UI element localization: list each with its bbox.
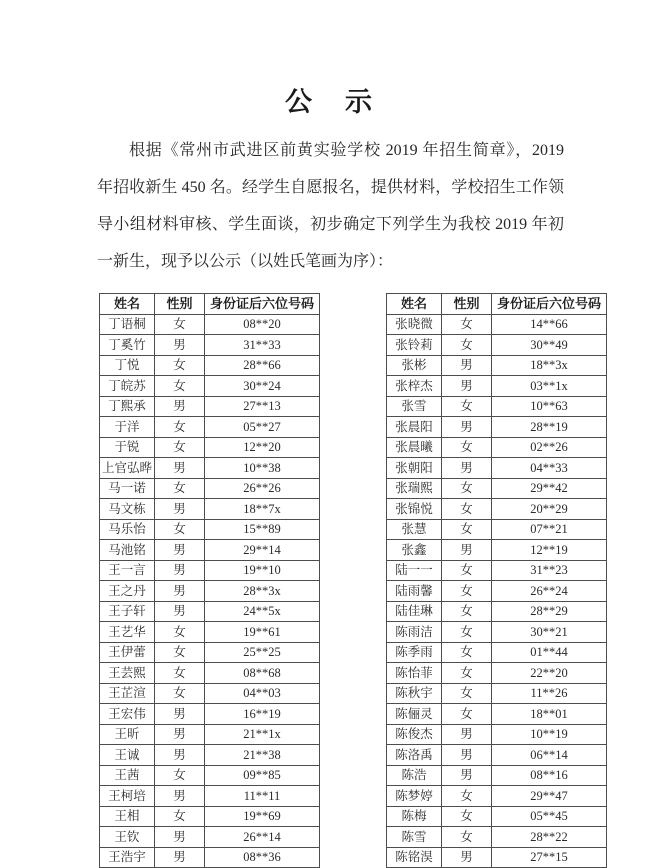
id-cell: 26**24 xyxy=(492,581,607,602)
gender-cell: 女 xyxy=(155,622,205,643)
gender-cell: 男 xyxy=(442,847,492,868)
gender-cell: 男 xyxy=(155,745,205,766)
name-cell: 丁语桐 xyxy=(100,314,155,335)
name-cell: 王茜 xyxy=(100,765,155,786)
id-cell: 26**26 xyxy=(205,478,320,499)
id-cell: 08**16 xyxy=(492,765,607,786)
gender-cell: 女 xyxy=(155,765,205,786)
gender-cell: 女 xyxy=(442,437,492,458)
name-cell: 马一诺 xyxy=(100,478,155,499)
column-header: 姓名 xyxy=(100,294,155,315)
student-row xyxy=(387,601,607,622)
name-cell: 张瑞熙 xyxy=(387,478,442,499)
column-header: 姓名 xyxy=(387,294,442,315)
id-cell: 28**22 xyxy=(492,827,607,848)
id-cell: 12**19 xyxy=(492,540,607,561)
gender-cell: 女 xyxy=(155,437,205,458)
gender-cell: 女 xyxy=(155,663,205,684)
name-cell: 王柯培 xyxy=(100,786,155,807)
id-cell: 29**42 xyxy=(492,478,607,499)
id-cell: 30**21 xyxy=(492,622,607,643)
id-cell: 30**49 xyxy=(492,335,607,356)
student-row xyxy=(387,478,607,499)
name-cell: 陈怡菲 xyxy=(387,663,442,684)
student-row xyxy=(387,540,607,561)
student-row xyxy=(387,724,607,745)
name-cell: 陈铭淏 xyxy=(387,847,442,868)
gender-cell: 男 xyxy=(155,581,205,602)
id-cell: 26**14 xyxy=(205,827,320,848)
roster-table-left xyxy=(99,293,320,868)
name-cell: 王艺华 xyxy=(100,622,155,643)
name-cell: 于洋 xyxy=(100,417,155,438)
id-cell: 19**69 xyxy=(205,806,320,827)
name-cell: 张朝阳 xyxy=(387,458,442,479)
name-cell: 张晨阳 xyxy=(387,417,442,438)
name-cell: 张慧 xyxy=(387,519,442,540)
gender-cell: 女 xyxy=(155,355,205,376)
name-cell: 王子轩 xyxy=(100,601,155,622)
name-cell: 上官弘晔 xyxy=(100,458,155,479)
id-cell: 29**14 xyxy=(205,540,320,561)
student-row xyxy=(100,622,320,643)
id-cell: 28**19 xyxy=(492,417,607,438)
student-row xyxy=(387,704,607,725)
student-row xyxy=(387,745,607,766)
id-cell: 30**24 xyxy=(205,376,320,397)
student-row xyxy=(100,704,320,725)
id-cell: 19**10 xyxy=(205,560,320,581)
gender-cell: 男 xyxy=(155,540,205,561)
gender-cell: 男 xyxy=(442,417,492,438)
student-row xyxy=(100,683,320,704)
student-row xyxy=(387,663,607,684)
gender-cell: 男 xyxy=(155,499,205,520)
name-cell: 王浩宇 xyxy=(100,847,155,868)
name-cell: 王钦 xyxy=(100,827,155,848)
name-cell: 王一言 xyxy=(100,560,155,581)
id-cell: 20**29 xyxy=(492,499,607,520)
name-cell: 陈梦婷 xyxy=(387,786,442,807)
student-row xyxy=(387,519,607,540)
name-cell: 王芸熙 xyxy=(100,663,155,684)
gender-cell: 男 xyxy=(442,540,492,561)
gender-cell: 男 xyxy=(155,704,205,725)
student-row xyxy=(387,335,607,356)
id-cell: 01**44 xyxy=(492,642,607,663)
id-cell: 02**26 xyxy=(492,437,607,458)
student-row xyxy=(100,765,320,786)
student-row xyxy=(100,335,320,356)
name-cell: 王诚 xyxy=(100,745,155,766)
name-cell: 丁皖苏 xyxy=(100,376,155,397)
gender-cell: 女 xyxy=(442,663,492,684)
name-cell: 马池铭 xyxy=(100,540,155,561)
gender-cell: 男 xyxy=(442,458,492,479)
gender-cell: 女 xyxy=(155,806,205,827)
student-row xyxy=(387,458,607,479)
student-row xyxy=(100,314,320,335)
student-row xyxy=(100,847,320,868)
id-cell: 31**23 xyxy=(492,560,607,581)
id-cell: 08**68 xyxy=(205,663,320,684)
id-cell: 12**20 xyxy=(205,437,320,458)
student-row xyxy=(387,806,607,827)
student-row xyxy=(100,396,320,417)
student-row xyxy=(100,745,320,766)
student-row xyxy=(100,376,320,397)
student-row xyxy=(100,540,320,561)
gender-cell: 女 xyxy=(155,683,205,704)
gender-cell: 女 xyxy=(442,683,492,704)
intro-paragraph: 根据《常州市武进区前黄实验学校 2019 年招生简章》，2019 年招收新生 450 名。经学生自愿报名，提供材料，学校招生工作领导小组材料审核、学生面谈，初步确定下列学生为我校 2019 年初一新生，现予以公示（以姓氏笔画为序）： xyxy=(97,142,564,270)
gender-cell: 男 xyxy=(155,827,205,848)
name-cell: 陆雨馨 xyxy=(387,581,442,602)
student-row xyxy=(387,314,607,335)
gender-cell: 女 xyxy=(442,806,492,827)
student-row xyxy=(100,663,320,684)
name-cell: 张铃莉 xyxy=(387,335,442,356)
gender-cell: 男 xyxy=(155,335,205,356)
column-header: 身份证后六位号码 xyxy=(205,294,320,315)
id-cell: 31**33 xyxy=(205,335,320,356)
gender-cell: 男 xyxy=(155,560,205,581)
name-cell: 陈梅 xyxy=(387,806,442,827)
gender-cell: 女 xyxy=(442,786,492,807)
gender-cell: 女 xyxy=(442,642,492,663)
id-cell: 28**29 xyxy=(492,601,607,622)
name-cell: 丁奚竹 xyxy=(100,335,155,356)
id-cell: 07**21 xyxy=(492,519,607,540)
gender-cell: 男 xyxy=(155,724,205,745)
name-cell: 陈季雨 xyxy=(387,642,442,663)
gender-cell: 女 xyxy=(155,478,205,499)
student-row xyxy=(387,765,607,786)
student-row xyxy=(387,847,607,868)
student-row xyxy=(387,622,607,643)
student-row xyxy=(100,581,320,602)
gender-cell: 女 xyxy=(442,560,492,581)
id-cell: 16**19 xyxy=(205,704,320,725)
student-row xyxy=(387,499,607,520)
student-row xyxy=(387,396,607,417)
student-row xyxy=(100,724,320,745)
id-cell: 18**3x xyxy=(492,355,607,376)
gender-cell: 女 xyxy=(442,601,492,622)
name-cell: 张晓微 xyxy=(387,314,442,335)
student-row xyxy=(100,355,320,376)
column-header: 性别 xyxy=(155,294,205,315)
id-cell: 21**1x xyxy=(205,724,320,745)
gender-cell: 男 xyxy=(442,376,492,397)
student-row xyxy=(387,827,607,848)
name-cell: 王芷渲 xyxy=(100,683,155,704)
header-row xyxy=(387,294,607,315)
id-cell: 04**33 xyxy=(492,458,607,479)
gender-cell: 女 xyxy=(442,622,492,643)
name-cell: 张鑫 xyxy=(387,540,442,561)
id-cell: 08**36 xyxy=(205,847,320,868)
gender-cell: 女 xyxy=(442,581,492,602)
name-cell: 王昕 xyxy=(100,724,155,745)
student-row xyxy=(100,827,320,848)
id-cell: 21**38 xyxy=(205,745,320,766)
student-row xyxy=(100,417,320,438)
id-cell: 28**66 xyxy=(205,355,320,376)
name-cell: 张晨曦 xyxy=(387,437,442,458)
name-cell: 丁熙承 xyxy=(100,396,155,417)
name-cell: 于锐 xyxy=(100,437,155,458)
name-cell: 王之丹 xyxy=(100,581,155,602)
student-row xyxy=(100,786,320,807)
gender-cell: 女 xyxy=(442,704,492,725)
gender-cell: 男 xyxy=(442,765,492,786)
id-cell: 18**7x xyxy=(205,499,320,520)
id-cell: 10**63 xyxy=(492,396,607,417)
gender-cell: 女 xyxy=(442,499,492,520)
name-cell: 张梓杰 xyxy=(387,376,442,397)
name-cell: 陈秋宇 xyxy=(387,683,442,704)
name-cell: 陈雪 xyxy=(387,827,442,848)
student-row xyxy=(387,417,607,438)
id-cell: 04**03 xyxy=(205,683,320,704)
id-cell: 10**19 xyxy=(492,724,607,745)
id-cell: 15**89 xyxy=(205,519,320,540)
student-row xyxy=(387,437,607,458)
student-row xyxy=(100,601,320,622)
id-cell: 11**11 xyxy=(205,786,320,807)
column-header: 性别 xyxy=(442,294,492,315)
gender-cell: 男 xyxy=(155,601,205,622)
roster-tables xyxy=(99,293,660,868)
id-cell: 05**27 xyxy=(205,417,320,438)
name-cell: 张彬 xyxy=(387,355,442,376)
name-cell: 丁悦 xyxy=(100,355,155,376)
name-cell: 陈浩 xyxy=(387,765,442,786)
id-cell: 08**20 xyxy=(205,314,320,335)
id-cell: 24**5x xyxy=(205,601,320,622)
student-row xyxy=(100,642,320,663)
gender-cell: 男 xyxy=(155,786,205,807)
name-cell: 陈雨洁 xyxy=(387,622,442,643)
id-cell: 19**61 xyxy=(205,622,320,643)
student-row xyxy=(100,437,320,458)
name-cell: 陈俊杰 xyxy=(387,724,442,745)
student-row xyxy=(387,642,607,663)
student-row xyxy=(100,499,320,520)
name-cell: 王伊蕾 xyxy=(100,642,155,663)
id-cell: 27**15 xyxy=(492,847,607,868)
student-row xyxy=(100,458,320,479)
id-cell: 28**3x xyxy=(205,581,320,602)
gender-cell: 女 xyxy=(155,642,205,663)
gender-cell: 女 xyxy=(442,478,492,499)
student-row xyxy=(100,560,320,581)
name-cell: 马文栋 xyxy=(100,499,155,520)
name-cell: 王相 xyxy=(100,806,155,827)
id-cell: 29**47 xyxy=(492,786,607,807)
name-cell: 陆佳琳 xyxy=(387,601,442,622)
name-cell: 陆一一 xyxy=(387,560,442,581)
gender-cell: 女 xyxy=(442,519,492,540)
student-row xyxy=(387,560,607,581)
name-cell: 陈洛禹 xyxy=(387,745,442,766)
id-cell: 11**26 xyxy=(492,683,607,704)
id-cell: 27**13 xyxy=(205,396,320,417)
gender-cell: 男 xyxy=(442,745,492,766)
student-row xyxy=(387,683,607,704)
gender-cell: 女 xyxy=(442,314,492,335)
name-cell: 马乐怡 xyxy=(100,519,155,540)
roster-table-right xyxy=(386,293,607,868)
gender-cell: 男 xyxy=(442,724,492,745)
gender-cell: 男 xyxy=(155,847,205,868)
student-row xyxy=(100,806,320,827)
student-row xyxy=(100,519,320,540)
id-cell: 03**1x xyxy=(492,376,607,397)
id-cell: 09**85 xyxy=(205,765,320,786)
column-header: 身份证后六位号码 xyxy=(492,294,607,315)
gender-cell: 女 xyxy=(155,417,205,438)
name-cell: 张锦悦 xyxy=(387,499,442,520)
student-row xyxy=(387,376,607,397)
gender-cell: 男 xyxy=(155,396,205,417)
id-cell: 22**20 xyxy=(492,663,607,684)
id-cell: 05**45 xyxy=(492,806,607,827)
gender-cell: 女 xyxy=(155,519,205,540)
gender-cell: 男 xyxy=(442,355,492,376)
id-cell: 10**38 xyxy=(205,458,320,479)
student-row xyxy=(387,581,607,602)
gender-cell: 女 xyxy=(442,335,492,356)
gender-cell: 男 xyxy=(155,458,205,479)
gender-cell: 女 xyxy=(442,827,492,848)
header-row xyxy=(100,294,320,315)
gender-cell: 女 xyxy=(442,396,492,417)
gender-cell: 女 xyxy=(155,314,205,335)
student-row xyxy=(387,786,607,807)
id-cell: 06**14 xyxy=(492,745,607,766)
page-title: 公 示 xyxy=(285,87,375,117)
name-cell: 王宏伟 xyxy=(100,704,155,725)
id-cell: 14**66 xyxy=(492,314,607,335)
id-cell: 25**25 xyxy=(205,642,320,663)
gender-cell: 女 xyxy=(155,376,205,397)
name-cell: 陈俪灵 xyxy=(387,704,442,725)
student-row xyxy=(100,478,320,499)
student-row xyxy=(387,355,607,376)
id-cell: 18**01 xyxy=(492,704,607,725)
name-cell: 张雪 xyxy=(387,396,442,417)
